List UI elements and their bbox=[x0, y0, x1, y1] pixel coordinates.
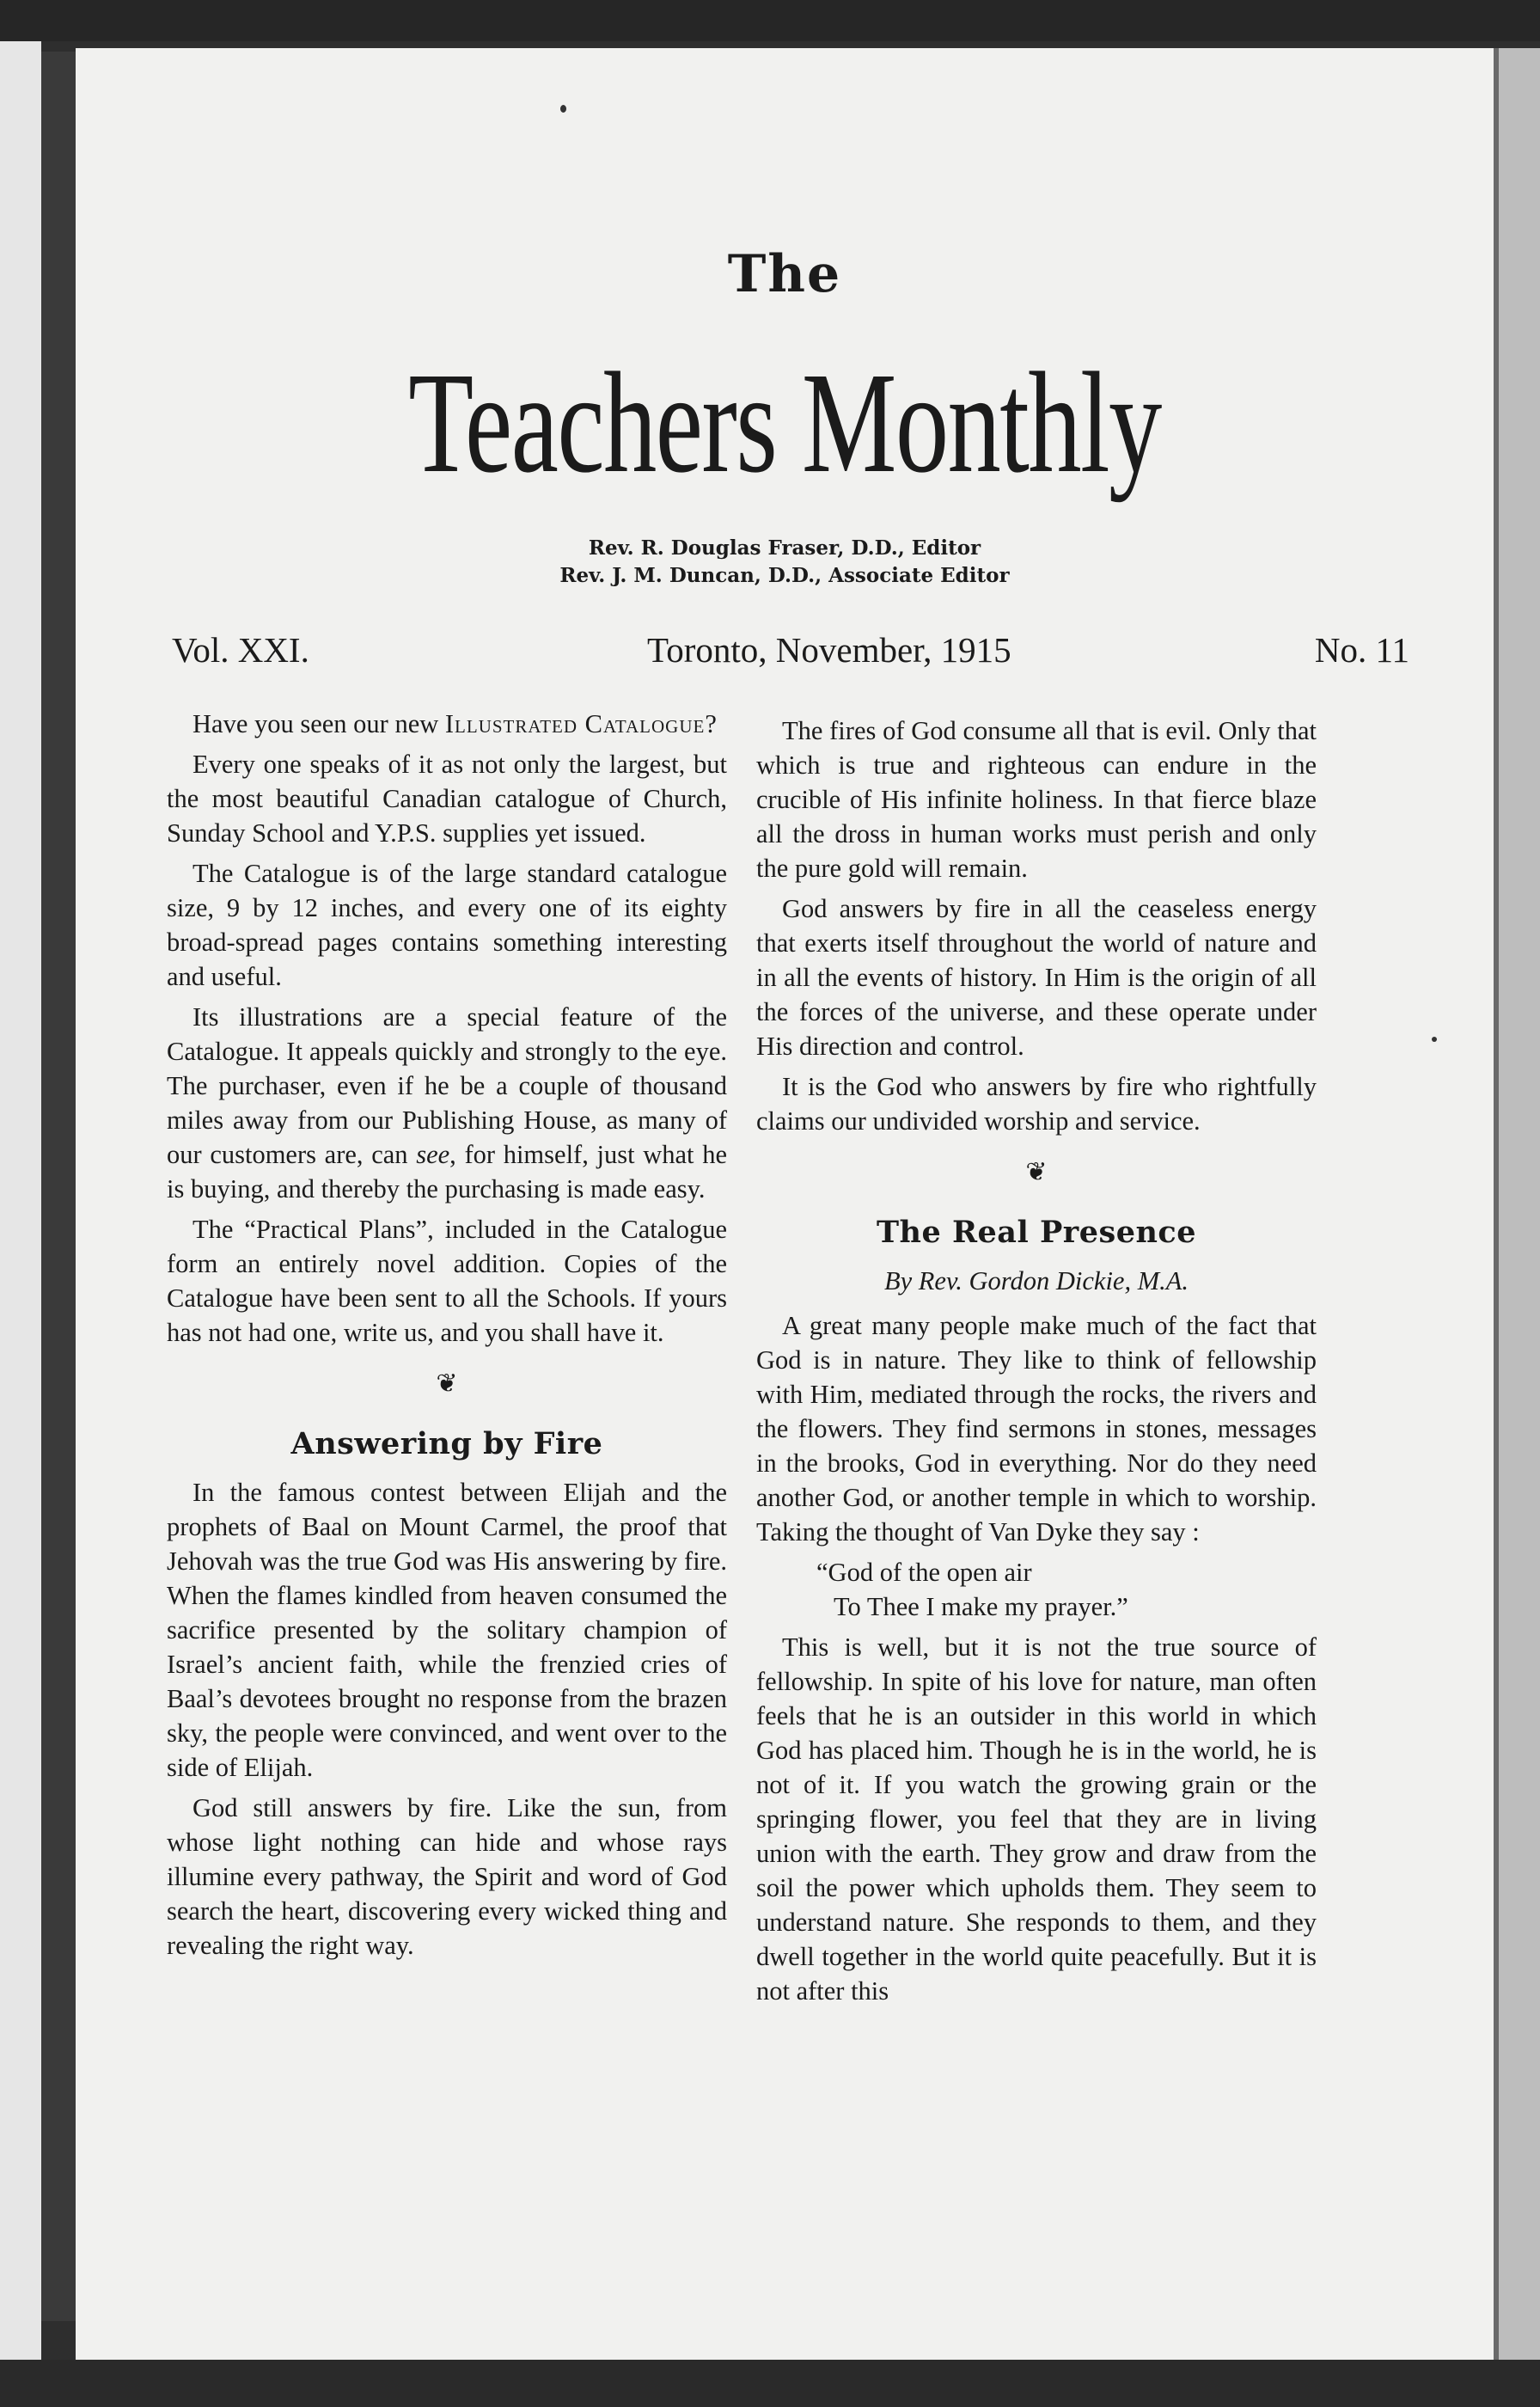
issue-number: No. 11 bbox=[1314, 630, 1409, 670]
paragraph: The Catalogue is of the large standard catalogue size, 9 by 12 inches, and every one of its eighty broad-spread pages contains something interesting and useful. bbox=[167, 859, 727, 991]
section-heading: Answering by Fire bbox=[290, 1426, 603, 1461]
paragraph: The “Practical Plans”, included in the Catalogue form an entirely novel addition. Copies of the Catalogue have been sent to all the Schools. If yours has not had one, write us, and you shall have it. bbox=[167, 1215, 727, 1347]
left-column bbox=[167, 707, 727, 1969]
ornament-icon: ❦ bbox=[1025, 1158, 1048, 1186]
paragraph: A great many people make much of the fact that God is in nature. They like to think of fellowship with Him, mediated through the rocks, the rivers and the flowers. They find sermons in stones, messages in the brooks, God in everything. Nor do they need another God, or another temple in which to worship. Taking the thought of Van Dyke they say : bbox=[756, 1311, 1317, 1546]
paragraph: Every one speaks of it as not only the largest, but the most beautiful Canadian catalogue of Church, Sunday School and Y.P.S. supplies yet issued. bbox=[167, 750, 727, 848]
masthead-editors bbox=[76, 535, 1494, 590]
scan-top-border bbox=[0, 0, 1540, 41]
paragraph: God answers by fire in all the ceaseless energy that exerts itself throughout the world of nature and in all the events of history. In Him is the origin of all the forces of the universe, and these operate under His direction and control. bbox=[756, 894, 1317, 1061]
paragraph: In the famous contest between Elijah and the prophets of Baal on Mount Carmel, the proof that Jehovah was the true God was His answering by fire. When the flames kindled from heaven consumed the sacrifice presented by the solitary champion of Israel’s ancient faith, while the frenzied cries of Baal’s devotees brought no response from the brazen sky, the people were convinced, and went over to the side of Elijah. bbox=[167, 1478, 727, 1782]
section-heading: The Real Presence bbox=[877, 1215, 1196, 1250]
paragraph: This is well, but it is not the true source of fellowship. In spite of his love for nature, man often feels that he is an outsider in this world in which God has placed him. Though he is in the world, he is not of it. If you watch the growing grain or the springing flower, you feel that they are in living union with the earth. They grow and draw from the soil the power which upholds them. They seem to understand nature. She responds to them, and they dwell together in the world quite peacefully. But it is not after this bbox=[756, 1632, 1317, 2006]
right-column bbox=[756, 714, 1317, 2014]
associate-editor-line: Rev. J. M. Duncan, D.D., Associate Editor bbox=[559, 564, 1010, 587]
issue-line bbox=[172, 626, 1409, 674]
binding-shadow bbox=[41, 52, 76, 2321]
paragraph: God still answers by fire. Like the sun, from whose light nothing can hide and whose rays illumine every pathway, the Spirit and word of God search the heart, discovering every wicked thing and revealing the right way. bbox=[167, 1793, 727, 1960]
scan-bottom-border bbox=[0, 2360, 1540, 2407]
editor-line: Rev. R. Douglas Fraser, D.D., Editor bbox=[588, 536, 981, 560]
poem-line: “God of the open air bbox=[816, 1558, 1032, 1587]
masthead-the: The bbox=[727, 244, 842, 304]
masthead-title: Teachers Monthly bbox=[408, 343, 1161, 503]
catalogue-name: Illustrated Catalogue bbox=[444, 709, 706, 738]
paragraph: It is the God who answers by fire who rightfully claims our undivided worship and service. bbox=[756, 1072, 1317, 1136]
catalogue-intro: Have you seen our new Illustrated Catalogue? bbox=[192, 709, 717, 738]
paragraph: The fires of God consume all that is evil. Only that which is true and righteous can endure in the crucible of His infinite holiness. In that fierce blaze all the dross in human works must perish and only the pure gold will remain. bbox=[756, 716, 1317, 883]
magazine-page bbox=[76, 48, 1494, 2369]
volume: Vol. XXI. bbox=[172, 630, 309, 670]
ink-speck bbox=[1432, 1037, 1437, 1042]
ornament-icon: ❦ bbox=[436, 1369, 458, 1398]
page-edge-right bbox=[1494, 48, 1540, 2369]
facing-page-edge bbox=[0, 41, 41, 2362]
paragraph: Its illustrations are a special feature of the Catalogue. It appeals quickly and strongly to the eye. The purchaser, even if he be a couple of thousand miles away from our Publishing House, as many of our customers are, can see, for himself, just what he is buying, and thereby the purchasing is made easy. bbox=[167, 1002, 727, 1204]
ink-speck bbox=[560, 105, 566, 113]
poem-line: To Thee I make my prayer.” bbox=[834, 1592, 1128, 1621]
byline: By Rev. Gordon Dickie, M.A. bbox=[884, 1266, 1189, 1295]
place-date: Toronto, November, 1915 bbox=[647, 630, 1011, 670]
